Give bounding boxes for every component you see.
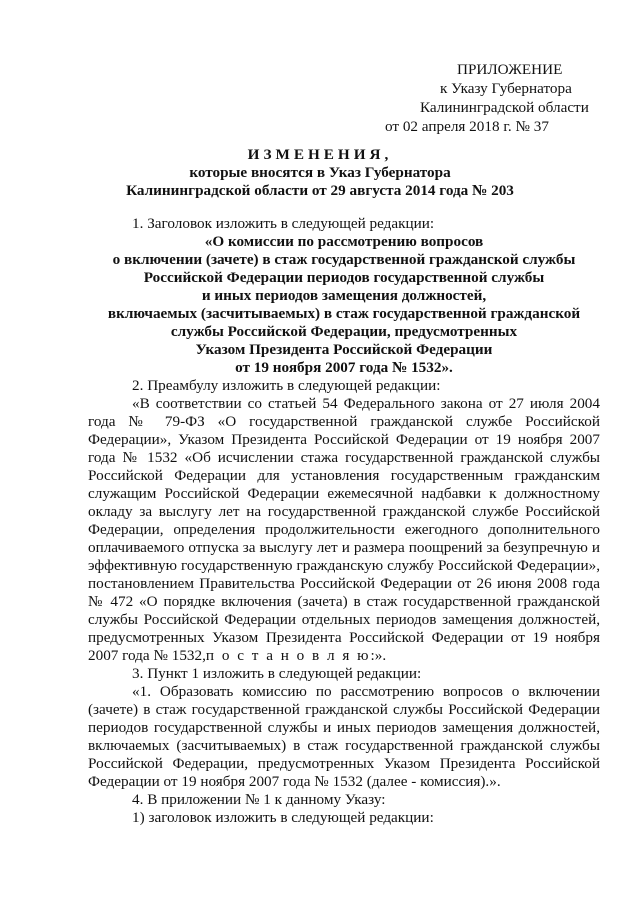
- item-1-intro: 1. Заголовок изложить в следующей редакции:: [132, 215, 435, 232]
- item-2-preamble: [88, 395, 600, 665]
- item-1-new-title: [88, 233, 600, 377]
- document-body: [88, 215, 600, 827]
- item-2-intro: 2. Преамбулу изложить в следующей редакции:: [132, 377, 441, 394]
- new-title-line: «О комиссии по рассмотрению вопросов: [204, 233, 484, 250]
- title-heading: ИЗМЕНЕНИЯ,: [247, 146, 393, 163]
- item-4-intro: 4. В приложении № 1 к данному Указу:: [132, 791, 386, 808]
- new-title-line: Указом Президента Российской Федерации: [195, 341, 493, 358]
- appendix-decree-ref: к Указу Губернатора: [440, 80, 572, 97]
- item-3-text: «1. Образовать комиссию по рассмотрению вопросов о включении (зачете) в стаж государственной гражданской службы Российской Федерации периодов государственной службы и иных периодов замещения должностей, включаемых (засчитываемых) в стаж государственной гражданской службы Российской Федерации, предусмотренных Указом Президента Российской Федерации от 19 ноября 2007 года № 1532 (далее - комиссия).».: [88, 683, 600, 790]
- appendix-region: Калининградской области: [420, 99, 589, 116]
- preamble-spaced-word: п о с т а н о в л я ю: [205, 647, 371, 664]
- new-title-line: Российской Федерации периодов государственной службы: [143, 269, 545, 286]
- document-title: [90, 146, 550, 200]
- new-title-line: и иных периодов замещения должностей,: [201, 287, 487, 304]
- new-title-line: от 19 ноября 2007 года № 1532».: [235, 359, 453, 376]
- preamble-text: «В соответствии со статьей 54 Федерального закона от 27 июля 2004 года № 79-ФЗ «О государственной гражданской службе Российской Федерации», Указом Президента Российской Федерации от 19 ноября 2007 года № 1532 «Об исчислении стажа государственной гражданской службы Российской Федерации для установления государственным гражданским служащим Российской Федерации ежемесячной надбавки к должностному окладу за выслугу лет на государственной гражданской службе Российской Федерации, определения продолжительности ежегодного дополнительного оплачиваемого отпуска за выслугу лет и размера поощрений за безупречную и эффективную государственную гражданскую службу Российской Федерации», постановлением Правительства Российской Федерации от 26 июня 2008 года № 472 «О порядке включения (зачета) в стаж государственной гражданской службы Российской Федерации отдельных периодов замещения должностей, предусмотренных Указом Президента Российской Федерации от 19 ноября 2007 года № 1532,: [88, 395, 600, 664]
- title-line-3: Калининградской области от 29 августа 2014 года № 203: [126, 182, 514, 199]
- item-3-intro: 3. Пункт 1 изложить в следующей редакции:: [132, 665, 422, 682]
- item-4-sub-1: 1) заголовок изложить в следующей редакции:: [132, 809, 434, 826]
- appendix-date-number: от 02 апреля 2018 г. № 37: [385, 118, 549, 135]
- appendix-label: ПРИЛОЖЕНИЕ: [457, 61, 563, 78]
- new-title-line: службы Российской Федерации, предусмотренных: [170, 323, 518, 340]
- new-title-line: о включении (зачете) в стаж государственной гражданской службы: [112, 251, 576, 268]
- appendix-stamp: [385, 60, 600, 136]
- title-line-2: которые вносятся в Указ Губернатора: [189, 164, 451, 181]
- preamble-end: :».: [370, 647, 387, 664]
- new-title-line: включаемых (засчитываемых) в стаж государственной гражданской: [107, 305, 581, 322]
